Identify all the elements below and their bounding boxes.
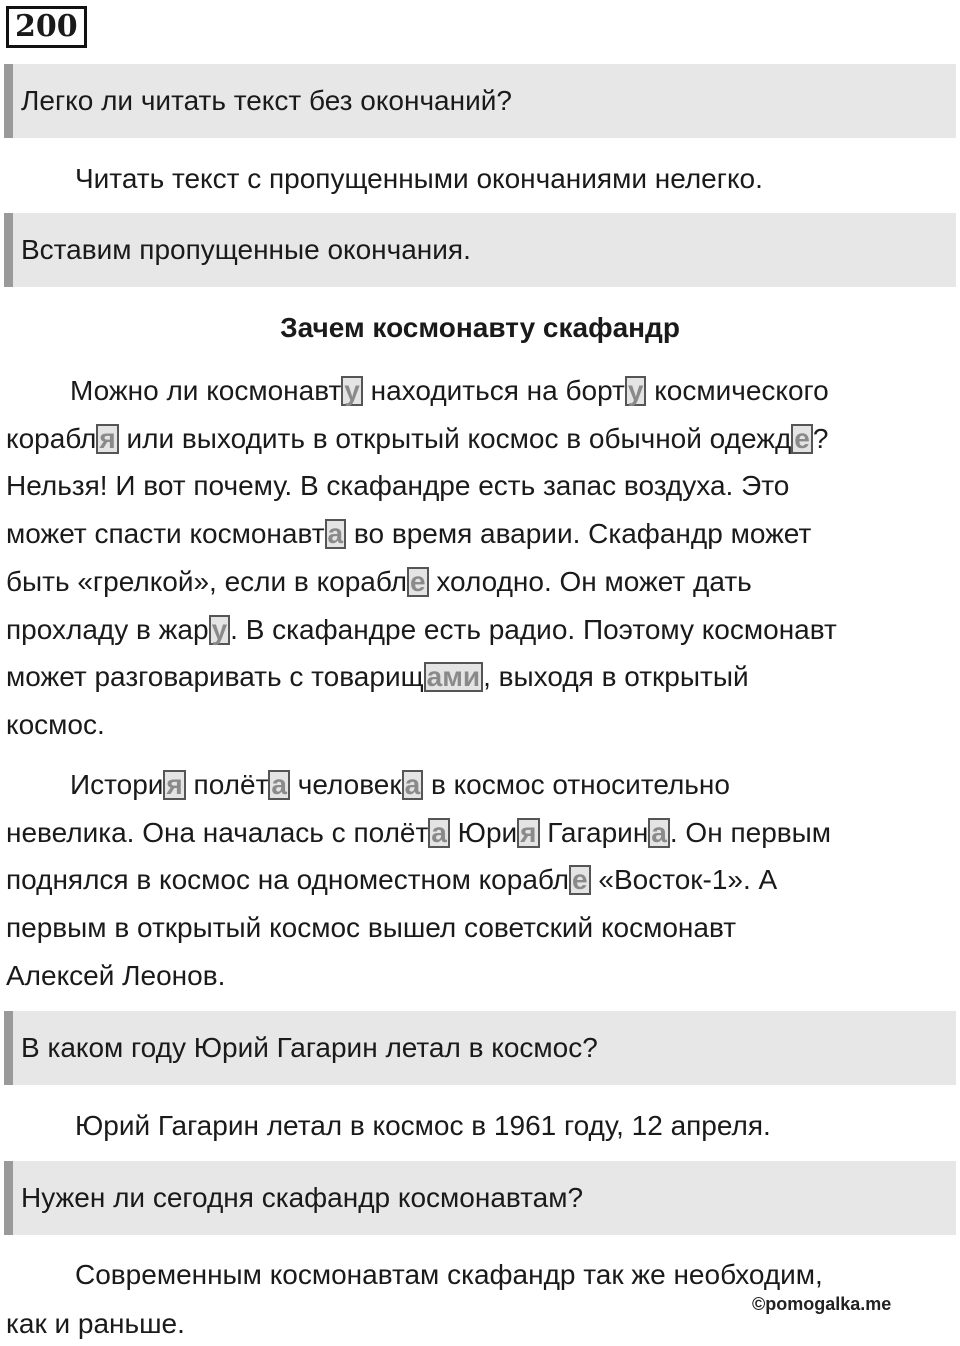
ending-box: а xyxy=(402,770,424,800)
text-line xyxy=(6,952,958,1000)
ending-box: ами xyxy=(424,662,484,692)
text-run: во время аварии. Скафандр может xyxy=(346,518,812,550)
text-run: холодно. Он может дать xyxy=(428,565,752,597)
ending-box: а xyxy=(325,519,347,549)
story-paragraph-2 xyxy=(6,761,958,1000)
ending-box: а xyxy=(648,818,670,848)
ending-box: е xyxy=(407,567,429,597)
text-run: может разговаривать с товарищ xyxy=(6,661,424,693)
text-line xyxy=(6,761,958,809)
text-run: , выходя в открытый xyxy=(483,661,749,693)
ending-box: у xyxy=(625,376,647,406)
text-line xyxy=(6,856,958,904)
text-line xyxy=(6,606,958,654)
text-run: Нельзя! И вот почему. В скафандре есть запас воздуха. Это xyxy=(6,470,790,502)
story-paragraph-1 xyxy=(6,367,958,749)
text-run: «Восток-1». А xyxy=(590,864,778,896)
text-run: поднялся в космос на одноместном корабл xyxy=(6,864,570,896)
ending-box: я xyxy=(96,424,118,454)
text-line xyxy=(6,653,958,701)
text-run: может спасти космонавт xyxy=(6,518,325,550)
text-run: космос. xyxy=(6,708,105,740)
ending-box: а xyxy=(268,770,290,800)
copyright-text: ©pomogalka.me xyxy=(752,1294,892,1314)
question-3: В каком году Юрий Гагарин летал в космос? xyxy=(4,1011,956,1085)
text-run: невелика. Она началась с полёт xyxy=(6,816,429,848)
text-line xyxy=(6,904,958,952)
text-line xyxy=(6,462,958,510)
text-run: в космос относительно xyxy=(423,769,730,800)
text-line xyxy=(6,701,958,749)
ending-box: е xyxy=(791,424,813,454)
answer-4-line-1: Современным космонавтам скафандр так же необходим, xyxy=(75,1259,823,1290)
ending-box: а xyxy=(428,818,450,848)
ending-box: у xyxy=(341,376,363,406)
text-run: Алексей Леонов. xyxy=(6,959,226,991)
text-line xyxy=(6,558,958,606)
answer-4-line-2: как и раньше. xyxy=(6,1308,185,1339)
text-run: быть «грелкой», если в корабл xyxy=(6,565,407,597)
text-run: или выходить в открытый космос в обычной одежд xyxy=(118,422,792,454)
answer-3: Юрий Гагарин летал в космос в 1961 году, 12 апреля. xyxy=(75,1110,771,1141)
ending-box: я xyxy=(163,770,185,800)
text-run: . Он первым xyxy=(669,816,832,848)
text-run: Гагарин xyxy=(539,816,649,848)
ending-box: у xyxy=(209,615,231,645)
ending-box: е xyxy=(569,865,591,895)
text-run: Истори xyxy=(70,769,164,800)
story-title: Зачем космонавту скафандр xyxy=(280,312,680,343)
text-line xyxy=(6,415,958,463)
text-run: Юри xyxy=(449,816,518,848)
ending-box: я xyxy=(517,818,539,848)
question-1: Легко ли читать текст без окончаний? xyxy=(4,64,956,138)
text-line xyxy=(6,510,958,558)
answer-1: Читать текст с пропущенными окончаниями нелегко. xyxy=(75,163,763,194)
text-run: находиться на борт xyxy=(362,375,625,406)
text-run: Можно ли космонавт xyxy=(70,375,342,406)
text-run: корабл xyxy=(6,422,97,454)
text-run: первым в открытый космос вышел советский космонавт xyxy=(6,912,737,944)
text-line xyxy=(6,809,958,857)
text-run: ? xyxy=(812,422,829,454)
text-line xyxy=(6,367,958,415)
question-2: Вставим пропущенные окончания. xyxy=(4,213,956,287)
text-run: полёт xyxy=(185,769,269,800)
exercise-number: 200 xyxy=(6,6,87,48)
text-run: . В скафандре есть радио. Поэтому космонавт xyxy=(230,613,837,645)
text-run: человек xyxy=(289,769,402,800)
text-run: космического xyxy=(646,375,829,406)
question-4: Нужен ли сегодня скафандр космонавтам? xyxy=(4,1161,956,1235)
text-run: прохладу в жар xyxy=(6,613,209,645)
